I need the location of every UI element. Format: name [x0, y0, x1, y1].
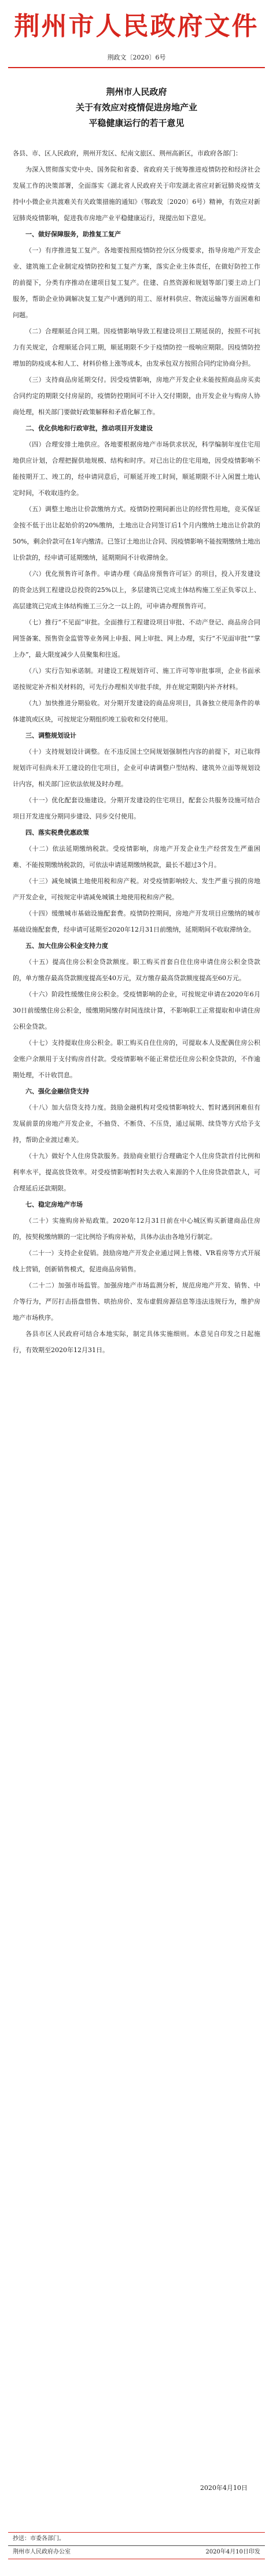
- paragraph: （二十二）加强市场监管。加强房地产市场监测分析，规范房地产开发、销售、中介等行为，严厉打击捂盘惜售、哄抬房价、发布虚假房源信息等违法违规行为，维护房地产市场秩序。: [13, 1282, 260, 1321]
- paragraph: 为深入贯彻落实党中央、国务院和省委、省政府关于统筹推进疫情防控和经济社会发展工作的决策部署，全面落实《湖北省人民政府关于印发湖北省应对新冠肺炎疫情支持中小微企业共渡难关有关政策措施的通知》（鄂政发〔2020〕6号）精神，有效应对新冠肺炎疫情影响，促进我市房地产业平稳健康运行，现提出如下意见。: [13, 166, 260, 222]
- section-heading: 一、做好保障服务，助推复工复产: [25, 230, 121, 238]
- title-line-subject: 关于有效应对疫情促进房地产业: [75, 102, 197, 113]
- cc-list: 抄送：市委各部门。: [13, 2536, 65, 2542]
- paragraph: （一）有序推进复工复产。各地要按照疫情防控分区分级要求，指导房地产开发企业、建筑施工企业制定疫情防控和复工复产方案，落实企业主体责任，在做好防控工作的前提下，分类有序推动在建项目复工复产。住建、自然资源和规划等部门要主动上门服务，帮助企业协调解决复工复产中遇到的用工、原材料供应、物流运输等方面困难和问题。: [13, 247, 260, 319]
- signature-date: 2020年4月10日: [200, 2484, 248, 2492]
- paragraph: （六）优化预售许可条件。申请办理《商品房预售许可证》的项目，投入开发建设的资金达到工程建设总投资的25%以上，多层建筑已完成主体结构施工至正负零以上、高层建筑已完成主体结构施工三分之一以上的，可申请办理预售许可。: [13, 570, 260, 610]
- paragraph: （二十）实施购房补贴政策。2020年12月31日前在中心城区购买新建商品住房的，按契税缴纳额的一定比例给予购房补贴，具体办法由各地另行制定。: [13, 1217, 260, 1241]
- section-heading: 七、稳定房地产市场: [25, 1201, 83, 1208]
- paragraph: （十一）优化配套设施建设。分期开发建设的住宅项目，配套公共服务设施可结合项目开发进度分期同步建设、同步交付使用。: [13, 796, 260, 820]
- paragraph: （十八）加大信贷支持力度。鼓励金融机构对受疫情影响较大、暂时遇到困难但有发展前景的房地产开发企业，不抽贷、不断贷、不压贷，通过展期、续贷等方式给予支持，帮助企业渡过难关。: [13, 1104, 260, 1144]
- paragraph: （七）推行“不见面”审批。全面推行工程建设项目审批、不动产登记、商品房合同网签备案、预售资金监管等业务网上申报、网上审批、网上办理，实行“不见面审批”“掌上办”，最大限度减少人员聚集和往返。: [13, 619, 260, 658]
- paragraph: （三）支持商品房延期交付。因受疫情影响，房地产开发企业未能按照商品房买卖合同约定的期限交付房屋的，疫情防控期间可不计入交付期限，由开发企业与购房人协商处理，相关部门要做好政策解释和矛盾化解工作。: [13, 376, 260, 416]
- document-body: [13, 146, 260, 2473]
- paragraph: （十九）做好个人住房贷款服务。鼓励商业银行合理确定个人住房贷款首付比例和利率水平，提高放贷效率。对受疫情影响暂时失去收入来源的个人住房贷款借款人，可合理延后还款期限。: [13, 1152, 260, 1192]
- paragraph: （八）实行告知承诺制。对建设工程规划许可、施工许可等审批事项，企业书面承诺按规定补齐相关材料的，可先行办理相关审批手续，并在规定期限内补齐材料。: [13, 667, 260, 691]
- document-header-title: 荆州市人民政府文件: [14, 12, 259, 41]
- section-heading: 五、加大住房公积金支持力度: [25, 942, 108, 950]
- footer-cc-row: [8, 2533, 265, 2545]
- document-title: [0, 84, 273, 131]
- footer-issuer-row: [8, 2546, 265, 2559]
- paragraph: （十二）依法延期缴纳税款。受疫情影响，房地产开发企业生产经营发生严重困难、不能按期缴纳税款的，可依法申请延期缴纳税款，最长不超过3个月。: [13, 845, 260, 869]
- section-heading: 三、调整规划设计: [25, 732, 76, 739]
- paragraph: （五）调整土地出让价款缴纳方式。疫情防控期间新出让的经营性用地，竞买保证金按不低于出让起始价的20%缴纳，土地出让合同签订后1个月内缴纳土地出让价款的50%，剩余价款可在1年内缴清。已签订土地出让合同、因疫情影响不能按期缴纳土地出让价款的，经申请可延期缴纳，延期期间不计收滞纳金。: [13, 505, 260, 561]
- issue-date: 2020年4月10日印发: [205, 2549, 260, 2555]
- title-line-subject-cont: 平稳健康运行的若干意见: [88, 118, 185, 128]
- paragraph: （二十一）支持企业促销。鼓励房地产开发企业通过网上售楼、VR看房等方式开展线上营销，创新销售模式，促进商品房销售。: [13, 1249, 260, 1273]
- paragraph: （四）合理安排土地供应。各地要根据房地产市场供求状况，科学编制年度住宅用地供应计划，合理把握供地规模、结构和时序。对已出让的住宅用地，因受疫情影响不能按期开工、竣工的，经申请同意后，可顺延开竣工时间，顺延期限不计入闲置土地认定时间，不收取违约金。: [13, 441, 260, 497]
- paragraph: （十四）缓缴城市基础设施配套费。疫情防控期间，房地产开发项目应缴纳的城市基础设施配套费，经申请可延期至2020年12月31日前缴纳，延期期间不收取滞纳金。: [13, 910, 260, 933]
- issuing-office: 荆州市人民政府办公室: [13, 2549, 71, 2555]
- section-heading: 二、优化供地和行政审批，推动项目开发建设: [25, 425, 153, 432]
- paragraph: （二）合理顺延合同工期。因疫情影响导致工程建设项目工期延误的，按照不可抗力有关规定，合理顺延合同工期，顺延期限不少于疫情防控一级响应期限。因疫情防控增加的防疫成本和人工、材料价格上涨等成本，由发承包双方按照合同约定协商分担。: [13, 327, 260, 367]
- paragraph: （十）支持规划设计调整。在不违反国土空间规划强制性内容的前提下，对已取得规划许可但尚未开工建设的住宅项目，企业可申请调整户型结构、建筑外立面等规划设计内容，相关部门应依法依规及时办理。: [13, 748, 260, 788]
- section-heading: 四、落实税费优惠政策: [25, 829, 89, 836]
- title-line-issuer: 荆州市人民政府: [106, 87, 167, 97]
- paragraph: 各县市区人民政府可结合本地实际，制定具体实施细则。本意见自印发之日起施行，有效期至2020年12月31日。: [13, 1330, 260, 1354]
- document-number: 荆政文〔2020〕6号: [107, 54, 166, 61]
- paragraph: （十五）提高住房公积金贷款额度。职工购买首套自住住房申请住房公积金贷款的，单方缴存最高贷款额度提高至40万元，双方缴存最高贷款额度提高至60万元。: [13, 958, 260, 982]
- salutation: 各县、市、区人民政府，荆州开发区、纪南文旅区、荆州高新区，市政府各部门：: [13, 150, 242, 157]
- paragraph: （十三）减免城镇土地使用税和房产税。对受疫情影响较大、发生严重亏损的房地产开发企业，可按规定申请减免城镇土地使用税和房产税。: [13, 877, 260, 901]
- header-red-divider: [8, 67, 265, 68]
- paragraph: （十七）支持提取住房公积金。职工购买自住住房的，可提取本人及配偶住房公积金账户余额用于支付购房首付款。受疫情影响不能正常偿还住房公积金贷款的，不作逾期处理，不计收罚息。: [13, 1039, 260, 1079]
- section-heading: 六、强化金融信贷支持: [25, 1088, 89, 1095]
- paragraph: （十六）阶段性缓缴住房公积金。受疫情影响的企业，可按规定申请在2020年6月30日前缓缴住房公积金，缓缴期间缴存时间连续计算，不影响职工正常提取和申请住房公积金贷款。: [13, 991, 260, 1030]
- document-footer: [8, 2532, 265, 2573]
- paragraph: （九）加快推进分期验收。对分期开发建设的商品房项目，具备独立使用条件的单体建筑或区块，可按规定分期组织竣工验收和交付使用。: [13, 699, 260, 723]
